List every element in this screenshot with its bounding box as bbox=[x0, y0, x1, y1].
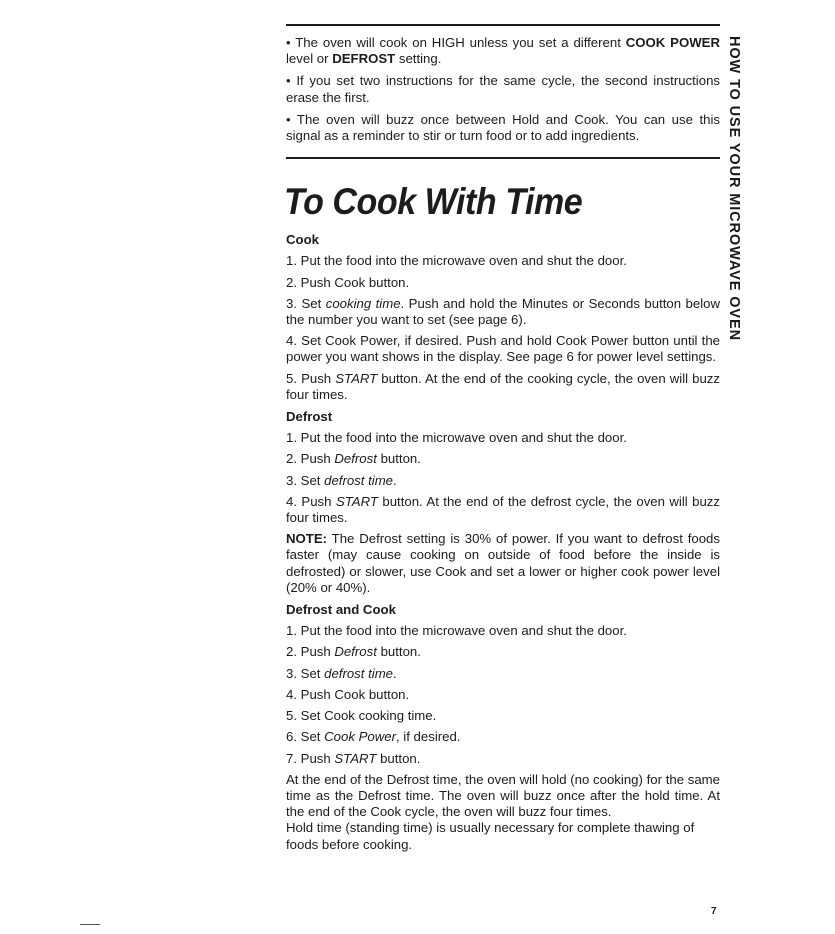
defrost-step-1: 1. Put the food into the microwave oven and shut the door. bbox=[286, 430, 627, 446]
bullet-cook-power: • The oven will cook on HIGH unless you set a different COOK POWER level or DEFROST setting. bbox=[286, 35, 720, 67]
defrost-cook-step-4: 4. Push Cook button. bbox=[286, 686, 410, 702]
cook-step-4: 4. Set Cook Power, if desired. Push and hold Cook Power button until the power you want shows in the display. See page 6 for power level settings. bbox=[286, 333, 720, 365]
defrost-step-2: 2. Push Defrost button. bbox=[286, 451, 421, 467]
defrost-cook-step-6: 6. Set Cook Power, if desired. bbox=[286, 729, 461, 745]
defrost-cook-closing: At the end of the Defrost time, the oven will hold (no cooking) for the same time as the Defrost time. The oven will buzz once after the hold time. At the end of the Cook cycle, the oven will buzz four times. bbox=[286, 771, 720, 820]
side-tab bbox=[726, 36, 744, 341]
corner-mark bbox=[80, 924, 100, 925]
cook-step-3: 3. Set cooking time. Push and hold the Minutes or Seconds button below the number you want to set (see page 6). bbox=[286, 295, 720, 328]
defrost-cook-step-7: 7. Push START button. bbox=[286, 750, 421, 766]
cook-step-5: 5. Push START button. At the end of the cooking cycle, the oven will buzz four times. bbox=[286, 370, 720, 402]
page-number: 7 bbox=[711, 906, 717, 917]
defrost-heading: Defrost bbox=[286, 409, 333, 425]
defrost-cook-step-3: 3. Set defrost time. bbox=[286, 665, 397, 681]
defrost-cook-closing-2: Hold time (standing time) is usually necessary for complete thawing of foods before cooking. bbox=[286, 820, 695, 852]
side-tab-label: HOW TO USE YOUR MICROWAVE OVEN bbox=[726, 36, 742, 341]
top-rule bbox=[286, 24, 720, 26]
cook-step-1: 1. Put the food into the microwave oven and shut the door. bbox=[286, 253, 627, 269]
defrost-note: NOTE: The Defrost setting is 30% of power. If you want to defrost foods faster (may cause cooking on outside of food before the inside is defrosted) or slower, use Cook and set a lower or higher cook power level (20% or 40%). bbox=[286, 531, 720, 595]
cook-heading: Cook bbox=[286, 232, 319, 248]
defrost-cook-heading: Defrost and Cook bbox=[286, 602, 396, 618]
bullet-buzz: • The oven will buzz once between Hold and Cook. You can use this signal as a reminder to stir or turn food or to add ingredients. bbox=[286, 111, 720, 144]
defrost-step-3: 3. Set defrost time. bbox=[286, 472, 397, 488]
defrost-cook-step-2: 2. Push Defrost button. bbox=[286, 644, 421, 660]
cook-step-2: 2. Push Cook button. bbox=[286, 274, 410, 290]
defrost-cook-step-5: 5. Set Cook cooking time. bbox=[286, 708, 437, 724]
page-title: To Cook With Time bbox=[284, 181, 583, 223]
defrost-cook-step-1: 1. Put the food into the microwave oven and shut the door. bbox=[286, 623, 627, 639]
page-content bbox=[286, 35, 720, 853]
defrost-step-4: 4. Push START button. At the end of the defrost cycle, the oven will buzz four times. bbox=[286, 493, 720, 526]
bullet-two-instructions: • If you set two instructions for the same cycle, the second instructions erase the first. bbox=[286, 73, 720, 105]
